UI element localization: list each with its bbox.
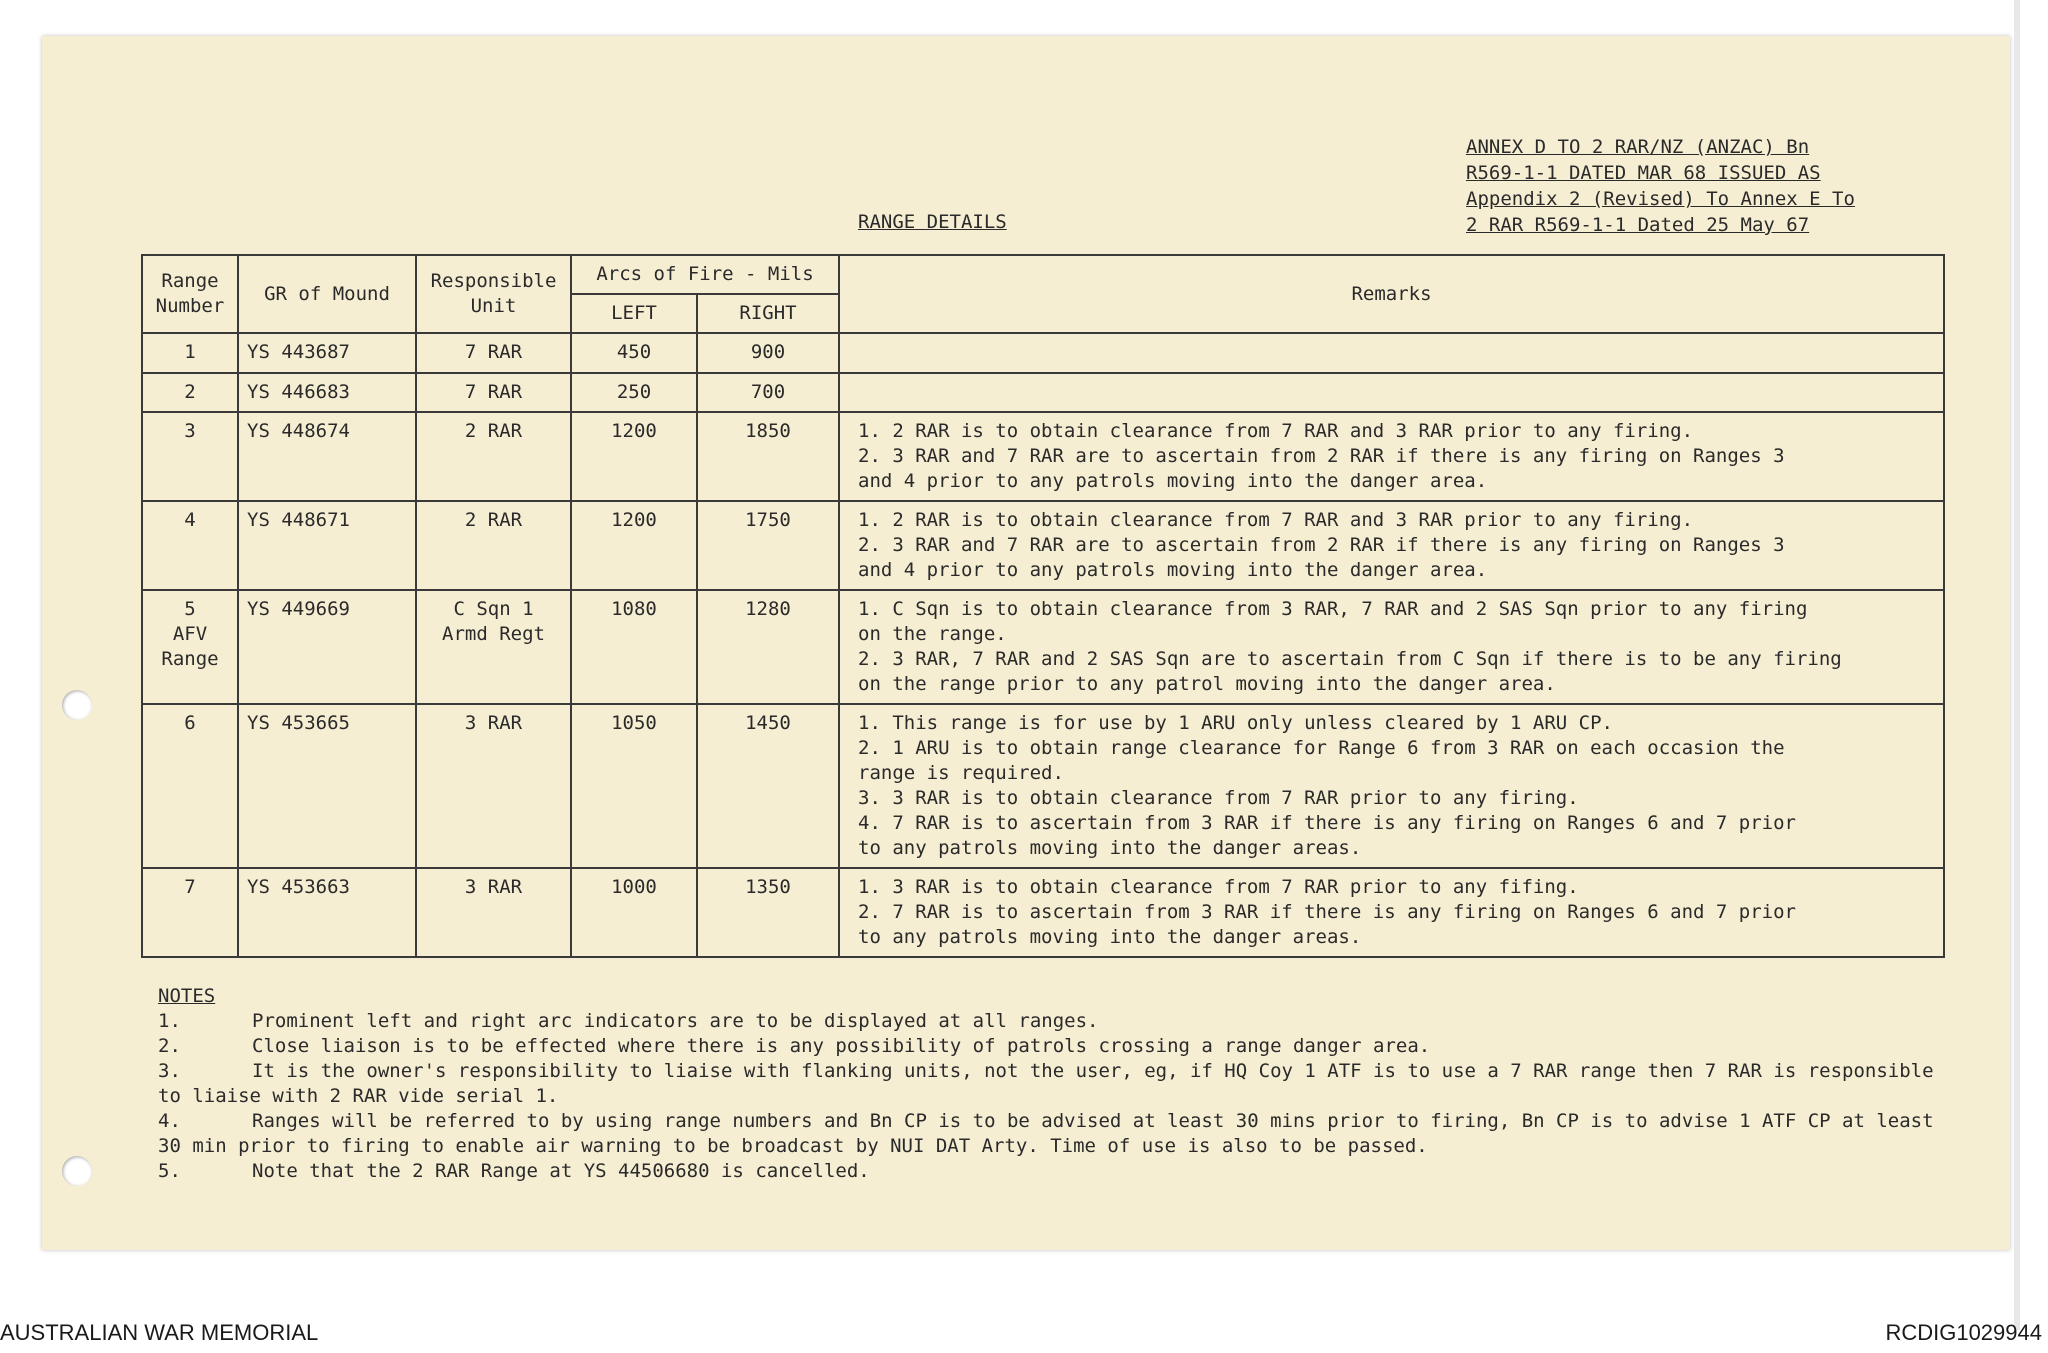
- cell-remarks: 1. 2 RAR is to obtain clearance from 7 RAR and 3 RAR prior to any firing. 2. 3 RAR and 7 RAR are to ascertain from 2 RAR if there is any firing on Ranges 3 and 4 prior to any patrols moving into the danger area.: [839, 412, 1944, 501]
- note-text: Note that the 2 RAR Range at YS 44506680 is cancelled.: [252, 1160, 870, 1182]
- note-item: [158, 1109, 1958, 1159]
- note-number: 2.: [158, 1035, 181, 1057]
- cell-unit: 7 RAR: [416, 373, 571, 412]
- cell-gr: YS 448674: [238, 412, 416, 501]
- header-remarks: Remarks: [839, 255, 1944, 333]
- header-left: LEFT: [571, 294, 697, 333]
- note-number: 3.: [158, 1060, 181, 1082]
- cell-right: 1280: [697, 590, 839, 704]
- note-item: [158, 1034, 1958, 1059]
- cell-right: 700: [697, 373, 839, 412]
- note-text: Ranges will be referred to by using range numbers and Bn CP is to be advised at least 30 mins prior to firing, Bn CP is to advise 1 ATF CP at least 30 min prior to firing to enable air warning to be broadcast by NUI DAT Arty. Time of use is also to be passed.: [158, 1110, 1934, 1157]
- note-item: [158, 1009, 1958, 1034]
- note-number: 4.: [158, 1110, 181, 1132]
- cell-gr: YS 443687: [238, 333, 416, 373]
- table-row: [142, 590, 1944, 704]
- cell-left: 1200: [571, 501, 697, 590]
- cell-unit: 2 RAR: [416, 501, 571, 590]
- cell-right: 1350: [697, 868, 839, 957]
- header-right: RIGHT: [697, 294, 839, 333]
- cell-right: 900: [697, 333, 839, 373]
- cell-remarks: 1. This range is for use by 1 ARU only unless cleared by 1 ARU CP. 2. 1 ARU is to obtain range clearance for Range 6 from 3 RAR on each occasion the range is required. 3. 3 RAR is to obtain clearance from 7 RAR prior to any firing. 4. 7 RAR is to ascertain from 3 RAR if there is any firing on Ranges 6 and 7 prior to any patrols moving into the danger areas.: [839, 704, 1944, 868]
- note-item: [158, 1159, 1958, 1184]
- cell-range: 6: [142, 704, 238, 868]
- header-gr-of-mound: GR of Mound: [238, 255, 416, 333]
- cell-right: 1850: [697, 412, 839, 501]
- annex-header: [1466, 134, 1855, 238]
- note-number: 1.: [158, 1010, 181, 1032]
- table-row: [142, 412, 1944, 501]
- cell-unit: 2 RAR: [416, 412, 571, 501]
- cell-range: 5 AFV Range: [142, 590, 238, 704]
- cell-range: 1: [142, 333, 238, 373]
- cell-remarks: 1. C Sqn is to obtain clearance from 3 RAR, 7 RAR and 2 SAS Sqn prior to any firing on the range. 2. 3 RAR, 7 RAR and 2 SAS Sqn are to ascertain from C Sqn if there is to be any firing on the range prior to any patrol moving into the danger area.: [839, 590, 1944, 704]
- header-range-number: Range Number: [142, 255, 238, 333]
- cell-range: 7: [142, 868, 238, 957]
- cell-left: 250: [571, 373, 697, 412]
- cell-unit: 3 RAR: [416, 704, 571, 868]
- header-arcs-of-fire: Arcs of Fire - Mils: [571, 255, 839, 294]
- annex-line: R569-1-1 DATED MAR 68 ISSUED AS: [1466, 162, 1821, 184]
- table-row: [142, 868, 1944, 957]
- note-text: Prominent left and right arc indicators are to be displayed at all ranges.: [252, 1010, 1099, 1032]
- cell-left: 1080: [571, 590, 697, 704]
- cell-right: 1750: [697, 501, 839, 590]
- note-number: 5.: [158, 1160, 181, 1182]
- cell-gr: YS 446683: [238, 373, 416, 412]
- punch-hole: [62, 690, 92, 720]
- table-row: [142, 501, 1944, 590]
- cell-left: 1200: [571, 412, 697, 501]
- cell-gr: YS 449669: [238, 590, 416, 704]
- cell-right: 1450: [697, 704, 839, 868]
- cell-gr: YS 453665: [238, 704, 416, 868]
- cell-range: 4: [142, 501, 238, 590]
- cell-gr: YS 453663: [238, 868, 416, 957]
- cell-left: 1050: [571, 704, 697, 868]
- note-item: [158, 1059, 1958, 1109]
- range-details-table: [141, 254, 1945, 958]
- note-text: It is the owner's responsibility to liaise with flanking units, not the user, eg, if HQ Coy 1 ATF is to use a 7 RAR range then 7 RAR is responsible to liaise with 2 RAR vide serial 1.: [158, 1060, 1934, 1107]
- table-row: [142, 333, 1944, 373]
- annex-line: Appendix 2 (Revised) To Annex E To: [1466, 188, 1855, 210]
- cell-remarks: 1. 2 RAR is to obtain clearance from 7 RAR and 3 RAR prior to any firing. 2. 3 RAR and 7 RAR are to ascertain from 2 RAR if there is any firing on Ranges 3 and 4 prior to any patrols moving into the danger area.: [839, 501, 1944, 590]
- annex-line: 2 RAR R569-1-1 Dated 25 May 67: [1466, 214, 1810, 236]
- cell-remarks: [839, 373, 1944, 412]
- notes-heading: NOTES: [158, 985, 216, 1007]
- footer-catalogue-id: RCDIG1029944: [1885, 1320, 2042, 1345]
- cell-range: 2: [142, 373, 238, 412]
- cell-unit: C Sqn 1 Armd Regt: [416, 590, 571, 704]
- note-text: Close liaison is to be effected where there is any possibility of patrols crossing a range danger area.: [252, 1035, 1431, 1057]
- footer-institution: AUSTRALIAN WAR MEMORIAL: [0, 1320, 319, 1345]
- table-header-row: [142, 255, 1944, 294]
- table-row: [142, 704, 1944, 868]
- punch-hole: [62, 1156, 92, 1186]
- cell-range: 3: [142, 412, 238, 501]
- cell-unit: 7 RAR: [416, 333, 571, 373]
- cell-remarks: 1. 3 RAR is to obtain clearance from 7 RAR prior to any fifing. 2. 7 RAR is to ascertain from 3 RAR if there is any firing on Ranges 6 and 7 prior to any patrols moving into the danger areas.: [839, 868, 1944, 957]
- cell-unit: 3 RAR: [416, 868, 571, 957]
- table-row: [142, 373, 1944, 412]
- scan-edge: [2014, 0, 2020, 1330]
- page-title: RANGE DETAILS: [858, 211, 1007, 233]
- annex-line: ANNEX D TO 2 RAR/NZ (ANZAC) Bn: [1466, 136, 1810, 158]
- notes-section: [158, 984, 1958, 1184]
- header-responsible-unit: Responsible Unit: [416, 255, 571, 333]
- cell-remarks: [839, 333, 1944, 373]
- cell-left: 1000: [571, 868, 697, 957]
- cell-left: 450: [571, 333, 697, 373]
- cell-gr: YS 448671: [238, 501, 416, 590]
